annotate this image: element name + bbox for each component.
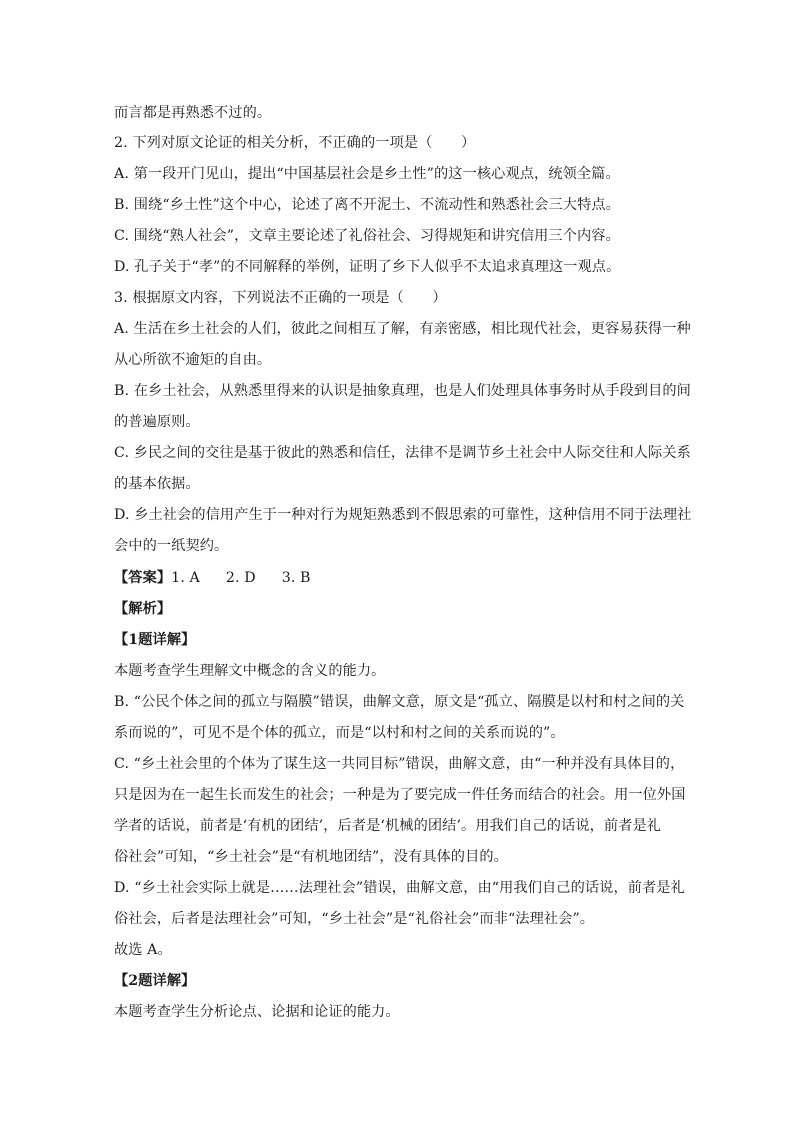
text-line: C. “乡土社会里的个体为了谋生这一共同目标”错误，曲解文意，由“一种并没有具体目的， [114,756,685,772]
text-line: 的普遍原则。 [114,414,200,430]
answer-item: 2. D [225,570,256,586]
answer-item: 3. B [281,570,311,586]
question-3-option-c: C. 乡民之间的交往是基于彼此的熟悉和信任，法律不是调节乡土社会中人际交往和人际关系 [114,445,691,461]
answer-item: 1. A [171,570,200,586]
text-line: 系而说的”，可见不是个体的孤立，而是“以村和村之间的关系而说的”。 [114,725,565,741]
q1-detail-heading: 【1题详解】 [114,632,196,648]
text-line: 俗社会”可知，“乡土社会”是“有机地团结”，没有具体的目的。 [114,849,508,865]
text-line: 本题考查学生分析论点、论据和论证的能力。 [114,1004,400,1020]
text-line: 学者的话说，前者是‘有机的团结’，后者是‘机械的团结’。用我们自己的话说，前者是礼 [114,818,662,834]
text-line: 会中的一纸契约。 [114,538,229,554]
answer-line [114,568,337,588]
text-line: 本题考查学生理解文中概念的含义的能力。 [114,663,386,679]
text-line: B. “公民个体之间的孤立与隔膜”错误，曲解文意，原文是“孤立、隔膜是以村和村之间的关 [114,694,685,710]
question-3-option-a: A. 生活在乡土社会的人们，彼此之间相互了解，有亲密感，相比现代社会，更容易获得一种 [114,321,691,337]
analysis-heading: 【解析】 [114,601,172,617]
answer-label: 【答案】 [114,570,172,586]
text-line: 而言都是再熟悉不过的。 [114,105,272,121]
text-line: 俗社会，后者是法理社会”可知，“乡土社会”是“礼俗社会”而非“法理社会”。 [114,911,595,927]
question-2-option-c: C. 围绕“熟人社会”，文章主要论述了礼俗社会、习得规矩和讲究信用三个内容。 [114,228,620,244]
text-line: 只是因为在一起生长而发生的社会；一种是为了要完成一件任务而结合的社会。用一位外国 [114,787,686,803]
q2-detail-heading: 【2题详解】 [114,973,196,989]
question-2-option-a: A. 第一段开门见山，提出“中国基层社会是乡土性”的这一核心观点，统领全篇。 [114,166,620,182]
text-line: 从心所欲不逾矩的自由。 [114,352,272,368]
question-3-option-b: B. 在乡土社会，从熟悉里得来的认识是抽象真理，也是人们处理具体事务时从手段到目的间 [114,383,691,399]
question-2-option-b: B. 围绕“乡土性”这个中心，论述了离不开泥土、不流动性和熟悉社会三大特点。 [114,197,620,213]
text-line: 故选 A。 [114,942,172,958]
question-2-option-d: D. 孔子关于“孝”的不同解释的举例，证明了乡下人似乎不太追求真理这一观点。 [114,259,621,275]
question-3-stem: 3. 根据原文内容，下列说法不正确的一项是（ ） [114,290,447,306]
question-2-stem: 2. 下列对原文论证的相关分析，不正确的一项是（ ） [114,135,476,151]
question-3-option-d: D. 乡土社会的信用产生于一种对行为规矩熟悉到不假思索的可靠性，这种信用不同于法理社 [114,507,692,523]
text-line: D. “乡土社会实际上就是……法理社会”错误，曲解文意，由“用我们自己的话说，前者是礼 [114,880,685,896]
text-line: 的基本依据。 [114,476,200,492]
